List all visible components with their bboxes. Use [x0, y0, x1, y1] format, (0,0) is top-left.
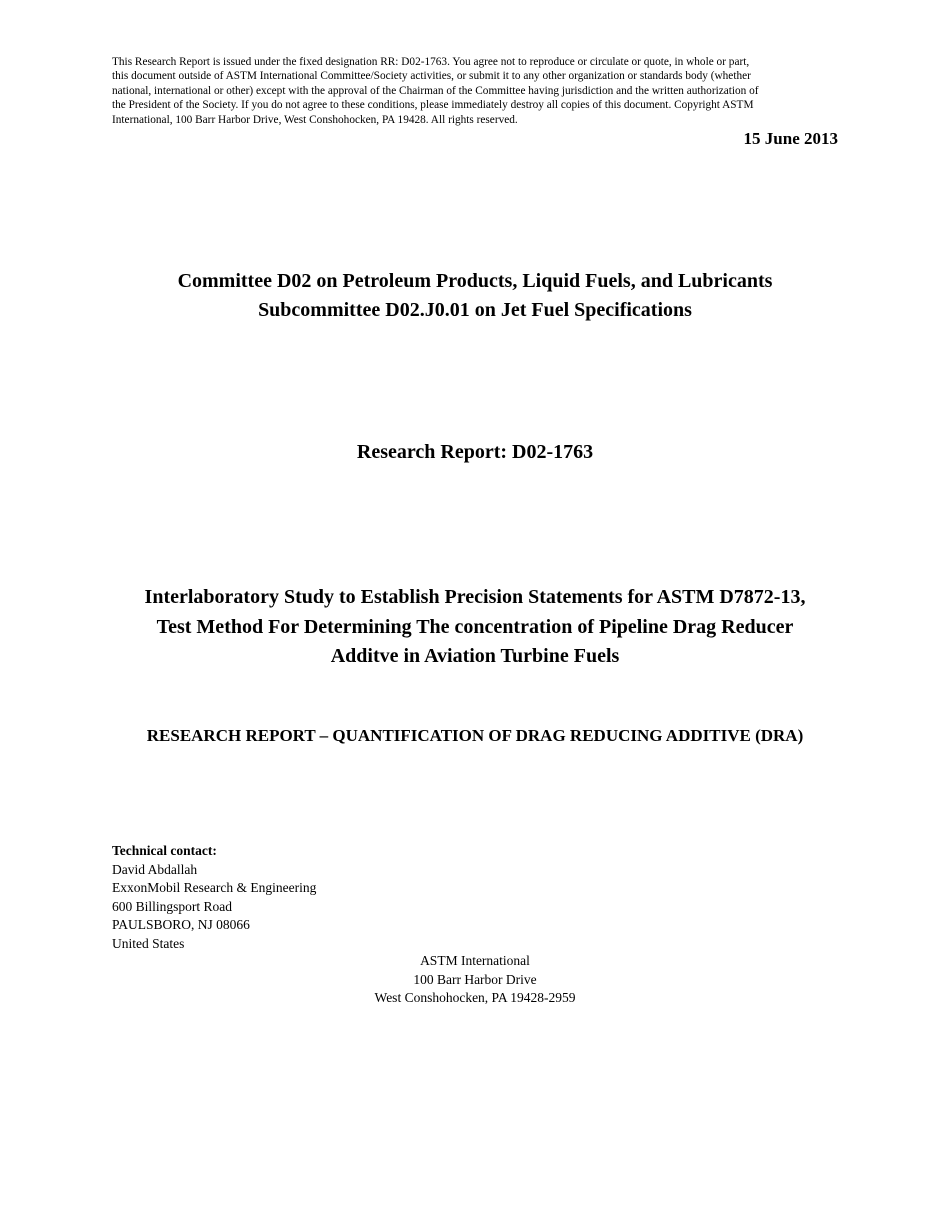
subcommittee-name: Subcommittee D02.J0.01 on Jet Fuel Specifications — [258, 299, 692, 321]
report-subtitle: RESEARCH REPORT – QUANTIFICATION OF DRAG REDUCING ADDITIVE (DRA) — [146, 726, 804, 745]
contact-name: David Abdallah — [112, 861, 198, 877]
notice-line: This Research Report is issued under the fixed designation RR: D02-1763. You agree not to reproduce or circulate or quote, in whole or part, — [112, 56, 750, 68]
committee-heading — [0, 267, 950, 325]
contact-country: United States — [112, 935, 185, 951]
study-title-line: Interlaboratory Study to Establish Precision Statements for ASTM D7872-13, — [144, 586, 806, 608]
copyright-notice — [112, 55, 828, 127]
study-title-line: Test Method For Determining The concentration of Pipeline Drag Reducer — [156, 615, 794, 638]
technical-contact — [112, 842, 316, 953]
contact-organization: ExxonMobil Research & Engineering — [112, 880, 317, 895]
contact-label: Technical contact: — [112, 843, 217, 858]
notice-line: the President of the Society. If you do not agree to these conditions, please immediately destroy all copies of this document. Copyright ASTM — [112, 99, 754, 112]
notice-line: this document outside of ASTM International Committee/Society activities, or submit it to any other organization or standards body (whether — [112, 70, 751, 83]
committee-name: Committee D02 on Petroleum Products, Liquid Fuels, and Lubricants — [177, 270, 773, 292]
report-date: 15 June 2013 — [743, 129, 838, 148]
report-number: Research Report: D02-1763 — [356, 441, 594, 463]
notice-line: International, 100 Barr Harbor Drive, West Conshohocken, PA 19428. All rights reserved. — [112, 113, 518, 126]
astm-address — [0, 952, 950, 1008]
astm-name: ASTM International — [420, 953, 530, 968]
contact-street: 600 Billingsport Road — [112, 898, 233, 914]
study-title-line: Additve in Aviation Turbine Fuels — [330, 645, 620, 667]
notice-line: national, international or other) except with the approval of the Chairman of the Committee having jurisdiction and the written authorization of — [112, 84, 759, 97]
astm-city: West Conshohocken, PA 19428-2959 — [374, 990, 576, 1005]
contact-city: PAULSBORO, NJ 08066 — [112, 917, 250, 932]
astm-street: 100 Barr Harbor Drive — [413, 971, 537, 987]
study-title — [0, 583, 950, 672]
